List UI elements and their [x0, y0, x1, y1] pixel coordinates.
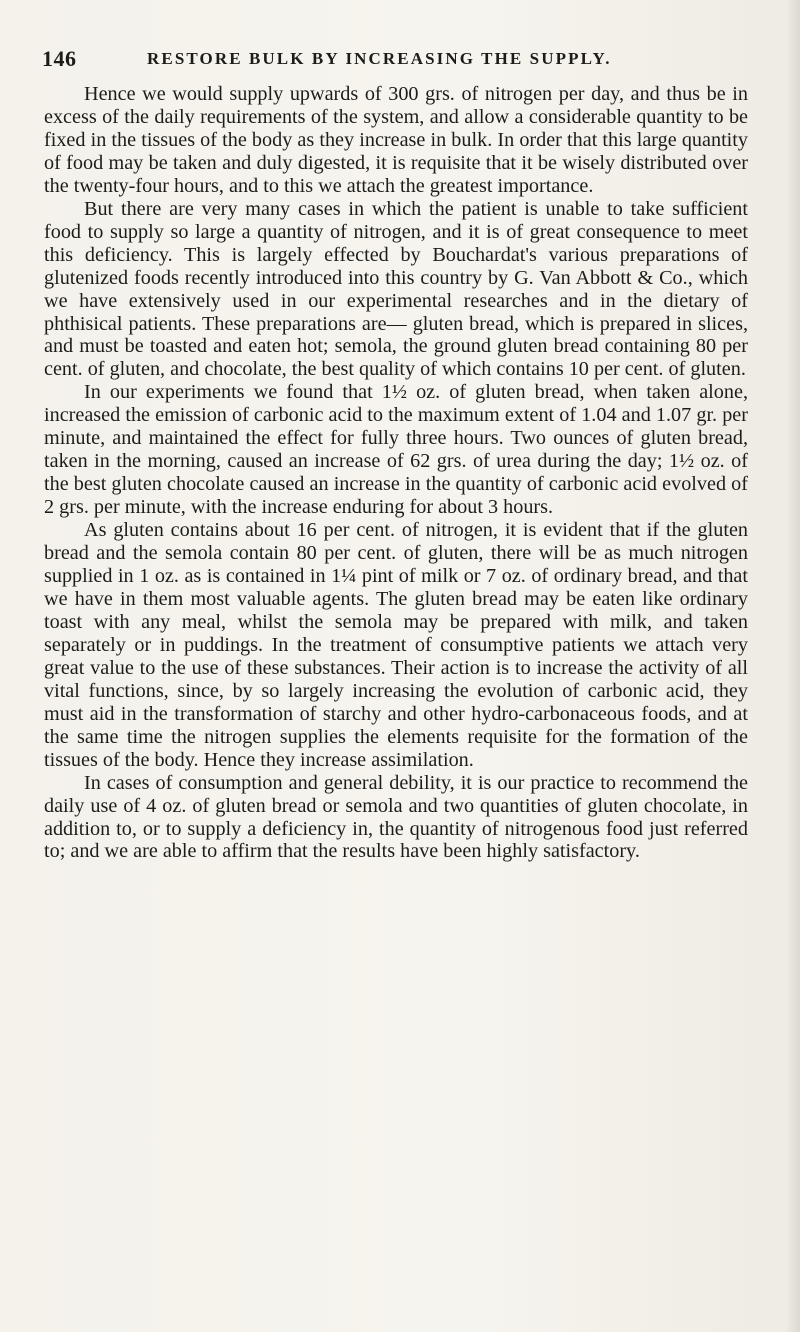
- body-text: [44, 83, 748, 863]
- paragraph: But there are very many cases in which the patient is unable to take sufficient food to supply so large a quantity of nitrogen, and it is of great consequence to meet this deficiency. This is largely effected by Bouchardat's various preparations of glutenized foods recently introduced into this country by G. Van Abbott & Co., which we have extensively used in our experimental researches and in the dietary of phthisical patients. These preparations are— gluten bread, which is prepared in slices, and must be toasted and eaten hot; semola, the ground gluten bread containing 80 per cent. of gluten, and chocolate, the best quality of which contains 10 per cent. of gluten.: [44, 197, 748, 381]
- paragraph: In our experiments we found that 1½ oz. of gluten bread, when taken alone, increased the emission of carbonic acid to the maximum extent of 1.04 and 1.07 gr. per minute, and maintained the effect for fully three hours. Two ounces of gluten bread, taken in the morning, caused an increase of 62 grs. of urea during the day; 1½ oz. of the best gluten chocolate caused an increase in the quantity of carbonic acid evolved of 2 grs. per minute, with the increase enduring for about 3 hours.: [44, 381, 748, 519]
- running-title: RESTORE BULK BY INCREASING THE SUPPLY.: [147, 49, 612, 68]
- paragraph: Hence we would supply upwards of 300 grs. of nitrogen per day, and thus be in excess of the daily requirements of the system, and allow a considerable quantity to be fixed in the tissues of the body as they increase in bulk. In order that this large quantity of food may be taken and duly digested, it is requisite that it be wisely distributed over the twenty-four hours, and to this we attach the greatest importance.: [44, 83, 748, 197]
- paragraph: As gluten contains about 16 per cent. of nitrogen, it is evident that if the gluten bread and the semola contain 80 per cent. of gluten, there will be as much nitrogen supplied in 1 oz. as is contained in 1¼ pint of milk or 7 oz. of ordinary bread, and that we have in them most valuable agents. The gluten bread may be eaten like ordinary toast with any meal, whilst the semola may be prepared with milk, and taken separately or in puddings. In the treatment of consumptive patients we attach very great value to the use of these substances. Their action is to increase the activity of all vital functions, since, by so largely increasing the evolution of carbonic acid, they must aid in the transformation of starchy and other hydro-carbonaceous foods, and at the same time the nitrogen supplies the elements requisite for the formation of the tissues of the body. Hence they increase assimilation.: [44, 519, 748, 771]
- page-number: 146: [42, 46, 77, 71]
- page-edge-shadow: [786, 0, 800, 1332]
- running-head: [42, 46, 662, 76]
- paragraph: In cases of consumption and general debility, it is our practice to recommend the daily use of 4 oz. of gluten bread or semola and two quantities of gluten chocolate, in addition to, or to supply a deficiency in, the quantity of nitrogenous food just referred to; and we are able to affirm that the results have been highly satisfactory.: [44, 771, 748, 863]
